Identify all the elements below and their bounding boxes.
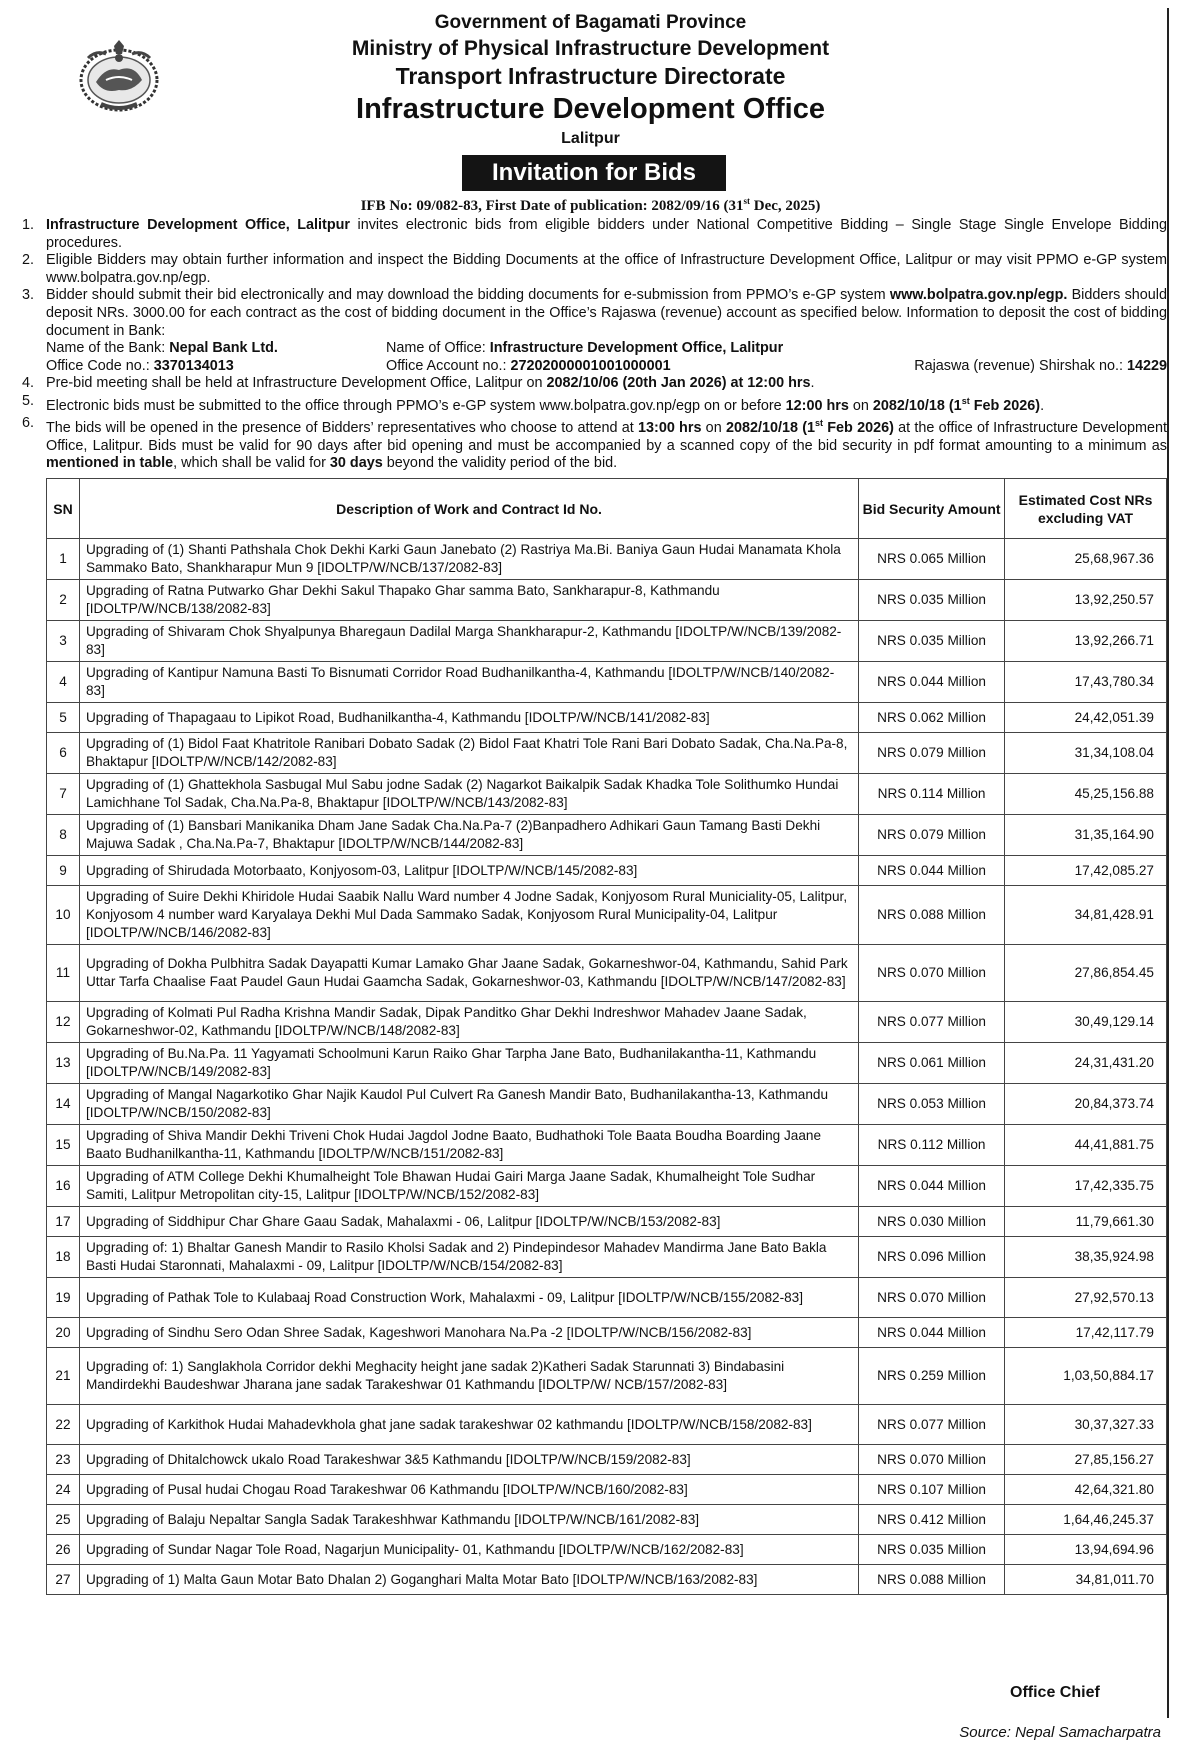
cell-description: Upgrading of Pathak Tole to Kulabaaj Road Construction Work, Mahalaxmi - 09, Lalitpur [IDOLTP/W/NCB/155/2082-83]	[79, 1278, 858, 1318]
cell-description: Upgrading of Shivaram Chok Shyalpunya Bharegaun Dadilal Marga Shankharapur-2, Kathmandu [IDOLTP/W/NCB/139/2082-83]	[79, 621, 858, 662]
cell-bid-security: NRS 0.077 Million	[859, 1002, 1005, 1043]
cell-description: Upgrading of (1) Bansbari Manikanika Dham Jane Sadak Cha.Na.Pa-7 (2)Banpadhero Adhikari Gaun Tamang Basti Dekhi Majuwa Sadak , Cha.Na.Pa-7, Bhaktapur [IDOLTP/W/NCB/144/2082-83]	[79, 815, 858, 856]
table-row	[47, 1125, 1167, 1166]
table-row	[47, 580, 1167, 621]
cell-bid-security: NRS 0.096 Million	[859, 1237, 1005, 1278]
cell-estimated-cost: 17,42,085.27	[1005, 856, 1167, 886]
table-row	[47, 945, 1167, 1002]
table-row	[47, 1445, 1167, 1475]
cell-sn: 20	[47, 1318, 80, 1348]
cell-bid-security: NRS 0.412 Million	[859, 1505, 1005, 1535]
table-row	[47, 703, 1167, 733]
cell-estimated-cost: 25,68,967.36	[1005, 539, 1167, 580]
cell-estimated-cost: 1,64,46,245.37	[1005, 1505, 1167, 1535]
cell-bid-security: NRS 0.044 Million	[859, 662, 1005, 703]
table-row	[47, 733, 1167, 774]
cell-sn: 14	[47, 1084, 80, 1125]
col-header-description: Description of Work and Contract Id No.	[79, 479, 858, 539]
cell-description: Upgrading of (1) Ghattekhola Sasbugal Mul Sabu jodne Sadak (2) Nagarkot Baikalpik Sadak Khadka Tole Solithumko Hundai Lamichhane Tol Sadak, Cha.Na.Pa-8, Bhaktapur [IDOLTP/W/NCB/143/2082-83]	[79, 774, 858, 815]
cell-sn: 18	[47, 1237, 80, 1278]
cell-estimated-cost: 38,35,924.98	[1005, 1237, 1167, 1278]
cell-bid-security: NRS 0.088 Million	[859, 1565, 1005, 1595]
cell-estimated-cost: 31,35,164.90	[1005, 815, 1167, 856]
ifb-number-line: IFB No: 09/082-83, First Date of publication: 2082/09/16 (31st Dec, 2025)	[360, 196, 821, 214]
col-header-estimated-cost: Estimated Cost NRs excluding VAT	[1005, 479, 1167, 539]
table-row	[47, 662, 1167, 703]
table-row	[47, 1318, 1167, 1348]
cell-sn: 25	[47, 1505, 80, 1535]
cell-bid-security: NRS 0.070 Million	[859, 1445, 1005, 1475]
cell-sn: 17	[47, 1207, 80, 1237]
instruction-item: 4. Pre-bid meeting shall be held at Infrastructure Development Office, Lalitpur on 2082/10/06 (20th Jan 2026) at 12:00 hrs.	[22, 375, 815, 392]
cell-sn: 6	[47, 733, 80, 774]
table-row	[47, 856, 1167, 886]
cell-estimated-cost: 13,92,250.57	[1005, 580, 1167, 621]
cell-description: Upgrading of Kolmati Pul Radha Krishna Mandir Sadak, Dipak Panditko Ghar Dekhi Indreshwor Mahadev Jaane Sadak, Gokarneshwor-02, Kathmandu [IDOLTP/W/NCB/148/2082-83]	[79, 1002, 858, 1043]
cell-description: Upgrading of 1) Malta Gaun Motar Bato Dhalan 2) Goganghari Malta Motar Bato [IDOLTP/W/NCB/163/2082-83]	[79, 1565, 858, 1595]
cell-estimated-cost: 27,86,854.45	[1005, 945, 1167, 1002]
cell-bid-security: NRS 0.065 Million	[859, 539, 1005, 580]
cell-sn: 9	[47, 856, 80, 886]
cell-description: Upgrading of Shiva Mandir Dekhi Triveni Chok Hudai Jagdol Jodne Baato, Budhathoki Tole Baata Boudha Boarding Jaane Baato Budhanilkantha-11, Kathmandu [IDOLTP/W/NCB/151/2082-83]	[79, 1125, 858, 1166]
cell-estimated-cost: 17,43,780.34	[1005, 662, 1167, 703]
cell-description: Upgrading of (1) Shanti Pathshala Chok Dekhi Karki Gaun Janebato (2) Rastriya Ma.Bi. Baniya Gaun Hudai Manamata Khola Sammako Bato, Shankharapur Mun 9 [IDOLTP/W/NCB/137/2082-83]	[79, 539, 858, 580]
table-row	[47, 539, 1167, 580]
cell-bid-security: NRS 0.035 Million	[859, 621, 1005, 662]
cell-bid-security: NRS 0.062 Million	[859, 703, 1005, 733]
cell-bid-security: NRS 0.107 Million	[859, 1475, 1005, 1505]
cell-estimated-cost: 17,42,117.79	[1005, 1318, 1167, 1348]
cell-description: Upgrading of Suire Dekhi Khiridole Hudai Saabik Nallu Ward number 4 Jodne Sadak, Konjyosom Rural Municiality-05, Lalitpur, Konjyosom 4 number ward Karyalaya Dekhi Mul Dada Sammako Sadak, Konjyosom Rural Municipality-04, Lalitpur [IDOLTP/W/NCB/146/2082-83]	[79, 886, 858, 945]
cell-sn: 26	[47, 1535, 80, 1565]
cell-estimated-cost: 24,31,431.20	[1005, 1043, 1167, 1084]
cell-sn: 5	[47, 703, 80, 733]
instruction-item: 1. Infrastructure Development Office, Lalitpur invites electronic bids from eligible bidders under National Competitive Bidding – Single Stage Single Envelope Bidding procedures.	[22, 217, 1167, 251]
cell-bid-security: NRS 0.053 Million	[859, 1084, 1005, 1125]
location-heading: Lalitpur	[561, 130, 620, 147]
cell-description: Upgrading of: 1) Bhaltar Ganesh Mandir to Rasilo Kholsi Sadak and 2) Pindepindesor Mahadev Mandirma Jane Bato Bakla Basti Hudai Staronnati, Mahalaxmi - 09, Lalitpur [IDOLTP/W/NCB/154/2082-83]	[79, 1237, 858, 1278]
cell-bid-security: NRS 0.070 Million	[859, 945, 1005, 1002]
cell-description: Upgrading of Dokha Pulbhitra Sadak Dayapatti Kumar Lamako Ghar Jaane Sadak, Gokarneshwor-04, Kathmandu, Sahid Park Uttar Tarfa Chaalise Faat Paudel Gaun Hudai Gaamcha Sadak, Gokarneshwor-03, Kathmandu [IDOLTP/W/NCB/147/2082-83]	[79, 945, 858, 1002]
cell-estimated-cost: 34,81,011.70	[1005, 1565, 1167, 1595]
cell-description: Upgrading of Sindhu Sero Odan Shree Sadak, Kageshwori Manohara Na.Pa -2 [IDOLTP/W/NCB/156/2082-83]	[79, 1318, 858, 1348]
bid-table	[46, 478, 1167, 1595]
cell-sn: 3	[47, 621, 80, 662]
government-heading: Government of Bagamati Province	[434, 12, 747, 33]
cell-bid-security: NRS 0.044 Million	[859, 1166, 1005, 1207]
cell-sn: 23	[47, 1445, 80, 1475]
table-row	[47, 1278, 1167, 1318]
cell-bid-security: NRS 0.035 Million	[859, 1535, 1005, 1565]
cell-description: Upgrading of Mangal Nagarkotiko Ghar Najik Kaudol Pul Culvert Ra Ganesh Mandir Bato, Budhanilakantha-13, Kathmandu [IDOLTP/W/NCB/150/2082-83]	[79, 1084, 858, 1125]
cell-sn: 7	[47, 774, 80, 815]
table-row	[47, 815, 1167, 856]
table-row	[47, 1002, 1167, 1043]
cell-bid-security: NRS 0.079 Million	[859, 733, 1005, 774]
cell-bid-security: NRS 0.114 Million	[859, 774, 1005, 815]
cell-estimated-cost: 44,41,881.75	[1005, 1125, 1167, 1166]
cell-sn: 10	[47, 886, 80, 945]
cell-description: Upgrading of Karkithok Hudai Mahadevkhola ghat jane sadak tarakeshwar 02 kathmandu [IDOLTP/W/NCB/158/2082-83]	[79, 1405, 858, 1445]
cell-bid-security: NRS 0.030 Million	[859, 1207, 1005, 1237]
col-header-sn: SN	[47, 479, 80, 539]
cell-sn: 2	[47, 580, 80, 621]
cell-description: Upgrading of Ratna Putwarko Ghar Dekhi Sakul Thapako Ghar samma Bato, Sankharapur-8, Kathmandu [IDOLTP/W/NCB/138/2082-83]	[79, 580, 858, 621]
table-row	[47, 1207, 1167, 1237]
cell-bid-security: NRS 0.035 Million	[859, 580, 1005, 621]
table-header-row	[47, 479, 1167, 539]
table-row	[47, 1166, 1167, 1207]
table-row	[47, 1505, 1167, 1535]
cell-description: Upgrading of Sundar Nagar Tole Road, Nagarjun Municipality- 01, Kathmandu [IDOLTP/W/NCB/162/2082-83]	[79, 1535, 858, 1565]
cell-sn: 19	[47, 1278, 80, 1318]
cell-estimated-cost: 20,84,373.74	[1005, 1084, 1167, 1125]
cell-description: Upgrading of Siddhipur Char Ghare Gaau Sadak, Mahalaxmi - 06, Lalitpur [IDOLTP/W/NCB/153/2082-83]	[79, 1207, 858, 1237]
table-row	[47, 1475, 1167, 1505]
cell-estimated-cost: 42,64,321.80	[1005, 1475, 1167, 1505]
office-chief-signature: Office Chief	[1010, 1684, 1100, 1701]
table-row	[47, 1535, 1167, 1565]
table-row	[47, 1084, 1167, 1125]
table-row	[47, 1405, 1167, 1445]
cell-estimated-cost: 45,25,156.88	[1005, 774, 1167, 815]
cell-description: Upgrading of Balaju Nepaltar Sangla Sadak Tarakeshhwar Kathmandu [IDOLTP/W/NCB/161/2082-83]	[79, 1505, 858, 1535]
table-row	[47, 621, 1167, 662]
cell-sn: 12	[47, 1002, 80, 1043]
cell-description: Upgrading of Thapagaau to Lipikot Road, Budhanilkantha-4, Kathmandu [IDOLTP/W/NCB/141/2082-83]	[79, 703, 858, 733]
cell-sn: 1	[47, 539, 80, 580]
table-row	[47, 1237, 1167, 1278]
instruction-item: 5. Electronic bids must be submitted to the office through PPMO’s e-GP system www.bolpatra.gov.np/egp on or before 12:00 hrs on 2082/10/18 (1st Feb 2026).	[22, 392, 1045, 414]
office-heading: Infrastructure Development Office	[356, 93, 825, 125]
cell-sn: 11	[47, 945, 80, 1002]
cell-bid-security: NRS 0.112 Million	[859, 1125, 1005, 1166]
cell-description: Upgrading of (1) Bidol Faat Khatritole Ranibari Dobato Sadak (2) Bidol Faat Khatri Tole Rani Bari Dobato Sadak, Cha.Na.Pa-8, Bhaktapur [IDOLTP/W/NCB/142/2082-83]	[79, 733, 858, 774]
cell-sn: 4	[47, 662, 80, 703]
instruction-item: 6. The bids will be opened in the presence of Bidders’ representatives who choose to attend at 13:00 hrs on 2082/10/18 (1st Feb 2026) at the office of Infrastructure Development Office, Lalitpur. Bids must be valid for 90 days after bid opening and must be accompanied by a scanned copy of the bid security in pdf format amounting to a minimum as mentioned in table, which shall be valid for 30 days beyond the validity period of the bid.	[22, 415, 1167, 472]
cell-estimated-cost: 27,92,570.13	[1005, 1278, 1167, 1318]
cell-estimated-cost: 13,94,694.96	[1005, 1535, 1167, 1565]
cell-bid-security: NRS 0.061 Million	[859, 1043, 1005, 1084]
bid-instructions	[22, 217, 1167, 473]
table-row	[47, 774, 1167, 815]
cell-sn: 22	[47, 1405, 80, 1445]
cell-estimated-cost: 34,81,428.91	[1005, 886, 1167, 945]
instruction-item: 3. Bidder should submit their bid electronically and may download the bidding documents for e-submission from PPMO’s e-GP system www.bolpatra.gov.np/egp. Bidders should deposit NRs. 3000.00 for each contract as the cost of bidding document in the Office’s Rajaswa (revenue) account as specified below. Information to deposit the cost of bidding document in Bank: Name of the Bank: Nepal Bank Ltd. Name of Office: Infrastructure Development Office, Lalitpur Office Code no.: 3370134013 Office Account no.: 27202000001001000001 Rajaswa (revenue) Shirshak no.: 14229	[22, 287, 1167, 374]
cell-bid-security: NRS 0.259 Million	[859, 1348, 1005, 1405]
cell-bid-security: NRS 0.079 Million	[859, 815, 1005, 856]
cell-estimated-cost: 30,37,327.33	[1005, 1405, 1167, 1445]
source-credit: Source: Nepal Samacharpatra	[959, 1724, 1161, 1741]
instruction-item: 2. Eligible Bidders may obtain further information and inspect the Bidding Documents at the office of Infrastructure Development Office, Lalitpur or may visit PPMO e-GP system www.bolpatra.gov.np/egp.	[22, 252, 1167, 286]
cell-bid-security: NRS 0.044 Million	[859, 1318, 1005, 1348]
cell-description: Upgrading of ATM College Dekhi Khumalheight Tole Bhawan Hudai Gairi Marga Jaane Sadak, Khumalheight Tole Sudhar Samiti, Lalitpur Metropolitan city-15, Lalitpur [IDOLTP/W/NCB/152/2082-83]	[79, 1166, 858, 1207]
cell-estimated-cost: 27,85,156.27	[1005, 1445, 1167, 1475]
cell-bid-security: NRS 0.044 Million	[859, 856, 1005, 886]
bank-details: Name of the Bank: Nepal Bank Ltd. Name of Office: Infrastructure Development Office, Lalitpur Office Code no.: 3370134013 Office Account no.: 27202000001001000001 Rajaswa (revenue) Shirshak no.: 14229	[46, 340, 1167, 374]
cell-estimated-cost: 17,42,335.75	[1005, 1166, 1167, 1207]
cell-sn: 21	[47, 1348, 80, 1405]
cell-description: Upgrading of Bu.Na.Pa. 11 Yagyamati Schoolmuni Karun Raiko Ghar Tarpha Jane Bato, Budhanilakantha-11, Kathmandu [IDOLTP/W/NCB/149/2082-83]	[79, 1043, 858, 1084]
cell-bid-security: NRS 0.070 Million	[859, 1278, 1005, 1318]
cell-estimated-cost: 30,49,129.14	[1005, 1002, 1167, 1043]
cell-bid-security: NRS 0.077 Million	[859, 1405, 1005, 1445]
table-row	[47, 1043, 1167, 1084]
cell-bid-security: NRS 0.088 Million	[859, 886, 1005, 945]
cell-description: Upgrading of Shirudada Motorbaato, Konjyosom-03, Lalitpur [IDOLTP/W/NCB/145/2082-83]	[79, 856, 858, 886]
ministry-heading: Ministry of Physical Infrastructure Development	[351, 37, 830, 60]
directorate-heading: Transport Infrastructure Directorate	[395, 63, 786, 89]
col-header-bid-security: Bid Security Amount	[859, 479, 1005, 539]
cell-estimated-cost: 11,79,661.30	[1005, 1207, 1167, 1237]
cell-sn: 8	[47, 815, 80, 856]
cell-sn: 27	[47, 1565, 80, 1595]
cell-estimated-cost: 31,34,108.04	[1005, 733, 1167, 774]
cell-estimated-cost: 1,03,50,884.17	[1005, 1348, 1167, 1405]
cell-sn: 15	[47, 1125, 80, 1166]
cell-estimated-cost: 24,42,051.39	[1005, 703, 1167, 733]
cell-description: Upgrading of Dhitalchowck ukalo Road Tarakeshwar 3&5 Kathmandu [IDOLTP/W/NCB/159/2082-83]	[79, 1445, 858, 1475]
invitation-banner: Invitation for Bids	[462, 155, 726, 191]
cell-description: Upgrading of Kantipur Namuna Basti To Bisnumati Corridor Road Budhanilkantha-4, Kathmandu [IDOLTP/W/NCB/140/2082-83]	[79, 662, 858, 703]
cell-description: Upgrading of: 1) Sanglakhola Corridor dekhi Meghacity height jane sadak 2)Katheri Sadak Starunnati 3) Bindabasini Mandirdekhi Baudeshwar Jharana jane sadak Tarakeshwar 01 Kathmandu [IDOLTP/W/ NCB/157/2082-83]	[79, 1348, 858, 1405]
cell-estimated-cost: 13,92,266.71	[1005, 621, 1167, 662]
cell-description: Upgrading of Pusal hudai Chogau Road Tarakeshwar 06 Kathmandu [IDOLTP/W/NCB/160/2082-83]	[79, 1475, 858, 1505]
cell-sn: 13	[47, 1043, 80, 1084]
table-row	[47, 1565, 1167, 1595]
cell-sn: 16	[47, 1166, 80, 1207]
cell-sn: 24	[47, 1475, 80, 1505]
table-row	[47, 1348, 1167, 1405]
table-row	[47, 886, 1167, 945]
